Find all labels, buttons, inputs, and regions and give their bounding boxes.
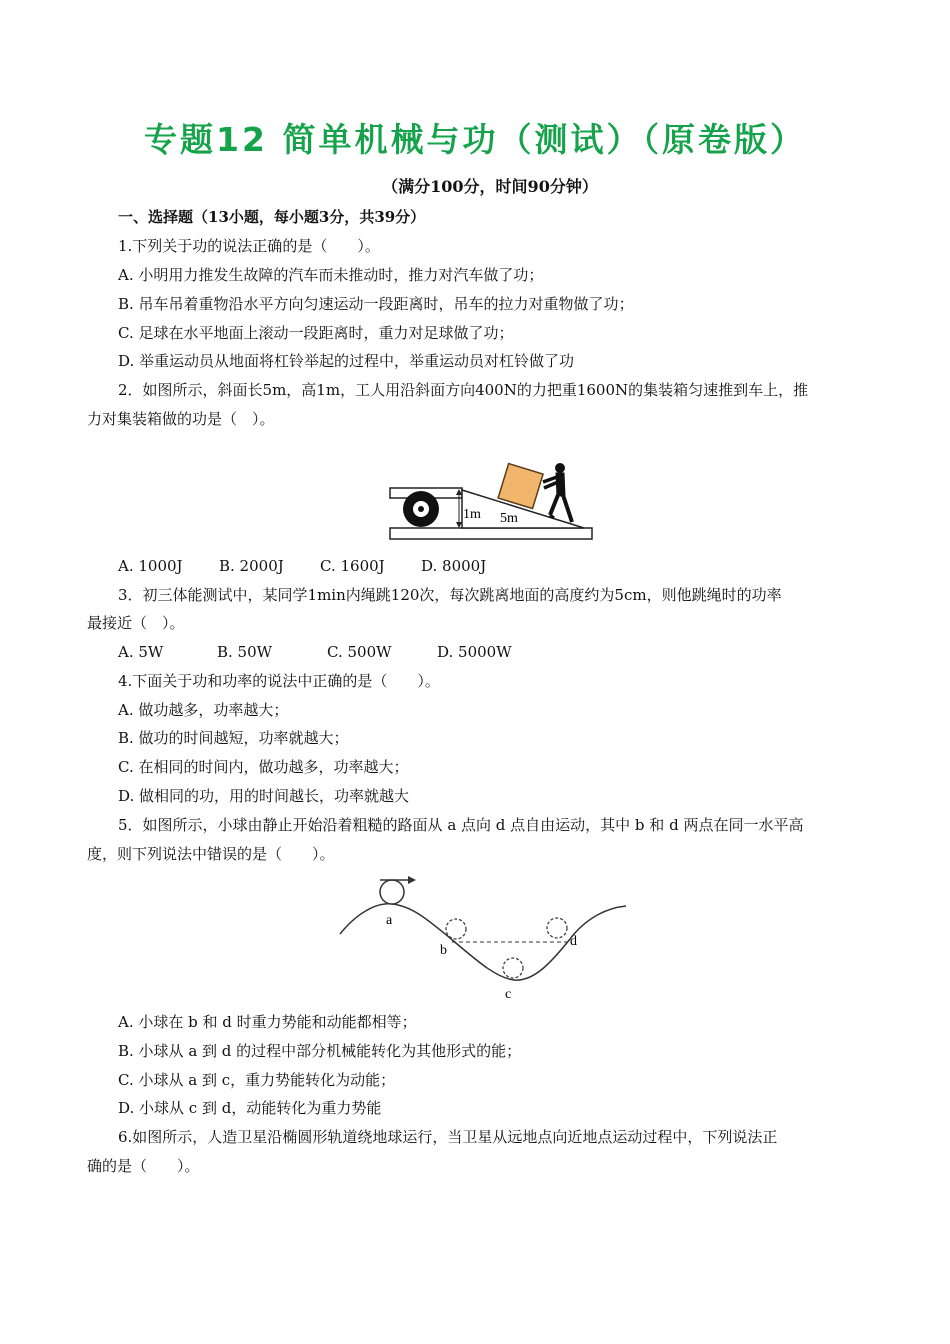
question-5-option-c: C. 小球从 a 到 c，重力势能转化为动能； bbox=[118, 1071, 396, 1089]
question-2-option-a: A. 1000J bbox=[118, 557, 183, 575]
ramp-figure bbox=[388, 460, 594, 542]
question-6-stem-line1: 6.如图所示，人造卫星沿椭圆形轨道绕地球运行，当卫星从远地点向近地点运动过程中，下列说法正 bbox=[118, 1128, 778, 1146]
question-1-option-c: C. 足球在水平地面上滚动一段距离时，重力对足球做了功； bbox=[118, 324, 514, 342]
ball-a bbox=[380, 880, 404, 904]
question-4-stem: 4.下面关于功和功率的说法中正确的是（ ）。 bbox=[118, 672, 440, 690]
question-5-option-a: A. 小球在 b 和 d 时重力势能和动能都相等； bbox=[118, 1013, 417, 1031]
question-2-stem-line2: 力对集装箱做的功是（ ）。 bbox=[87, 410, 275, 428]
label-b: b bbox=[440, 943, 447, 958]
question-1-option-d: D. 举重运动员从地面将杠铃举起的过程中，举重运动员对杠铃做了功 bbox=[118, 352, 575, 370]
question-2-option-d: D. 8000J bbox=[421, 557, 487, 575]
question-1-option-b: B. 吊车吊着重物沿水平方向匀速运动一段距离时，吊车的拉力对重物做了功； bbox=[118, 295, 634, 313]
ball-d bbox=[547, 918, 567, 938]
question-2-option-b: B. 2000J bbox=[219, 557, 284, 575]
label-d: d bbox=[570, 934, 577, 949]
crate bbox=[498, 464, 543, 509]
question-5-option-b: B. 小球从 a 到 d 的过程中部分机械能转化为其他形式的能； bbox=[118, 1042, 522, 1060]
question-1-option-a: A. 小明用力推发生故障的汽车而未推动时，推力对汽车做了功； bbox=[118, 266, 544, 284]
question-3-option-c: C. 500W bbox=[327, 643, 392, 661]
section-heading: 一、选择题（13小题，每小题3分，共39分） bbox=[118, 208, 426, 226]
question-5-stem-line2: 度，则下列说法中错误的是（ ）。 bbox=[87, 845, 335, 863]
ground-platform bbox=[390, 528, 592, 539]
question-3-stem-line2: 最接近（ ）。 bbox=[87, 614, 185, 632]
height-label: 1m bbox=[463, 507, 481, 522]
track-figure bbox=[336, 872, 632, 1002]
question-2-options bbox=[118, 555, 486, 577]
question-1-stem: 1.下列关于功的说法正确的是（ ）。 bbox=[118, 237, 380, 255]
label-c: c bbox=[505, 987, 512, 1002]
question-4-option-a: A. 做功越多，功率越大； bbox=[118, 701, 289, 719]
ball-c bbox=[503, 958, 523, 978]
question-2-stem-line1: 2．如图所示，斜面长5m，高1m，工人用沿斜面方向400N的力把重1600N的集装箱匀速推到车上，推 bbox=[118, 381, 809, 399]
question-3-options bbox=[118, 641, 512, 663]
question-5-stem-line1: 5．如图所示，小球由静止开始沿着粗糙的路面从 a 点向 d 点自由运动，其中 b 和 d 两点在同一水平高 bbox=[118, 816, 804, 834]
question-5-option-d: D. 小球从 c 到 d，动能转化为重力势能 bbox=[118, 1099, 382, 1117]
question-3-stem-line1: 3．初三体能测试中，某同学1min内绳跳120次，每次跳离地面的高度约为5cm，则他跳绳时的功率 bbox=[118, 586, 782, 604]
page-title: 专题12 简单机械与功（测试）（原卷版） bbox=[144, 120, 806, 159]
question-6-stem-line2: 确的是（ ）。 bbox=[87, 1157, 200, 1175]
label-a: a bbox=[386, 913, 393, 928]
question-3-option-d: D. 5000W bbox=[437, 643, 512, 661]
worker-icon bbox=[543, 464, 572, 523]
question-4-option-b: B. 做功的时间越短，功率就越大； bbox=[118, 729, 349, 747]
length-label: 5m bbox=[500, 511, 518, 526]
question-4-option-d: D. 做相同的功，用的时间越长，功率就越大 bbox=[118, 787, 410, 805]
question-3-option-b: B. 50W bbox=[217, 643, 273, 661]
ball-b bbox=[446, 919, 466, 939]
question-2-option-c: C. 1600J bbox=[320, 557, 385, 575]
question-4-option-c: C. 在相同的时间内，做功越多，功率越大； bbox=[118, 758, 409, 776]
question-3-option-a: A. 5W bbox=[118, 643, 164, 661]
page-subtitle: （满分100分，时间90分钟） bbox=[382, 177, 598, 196]
